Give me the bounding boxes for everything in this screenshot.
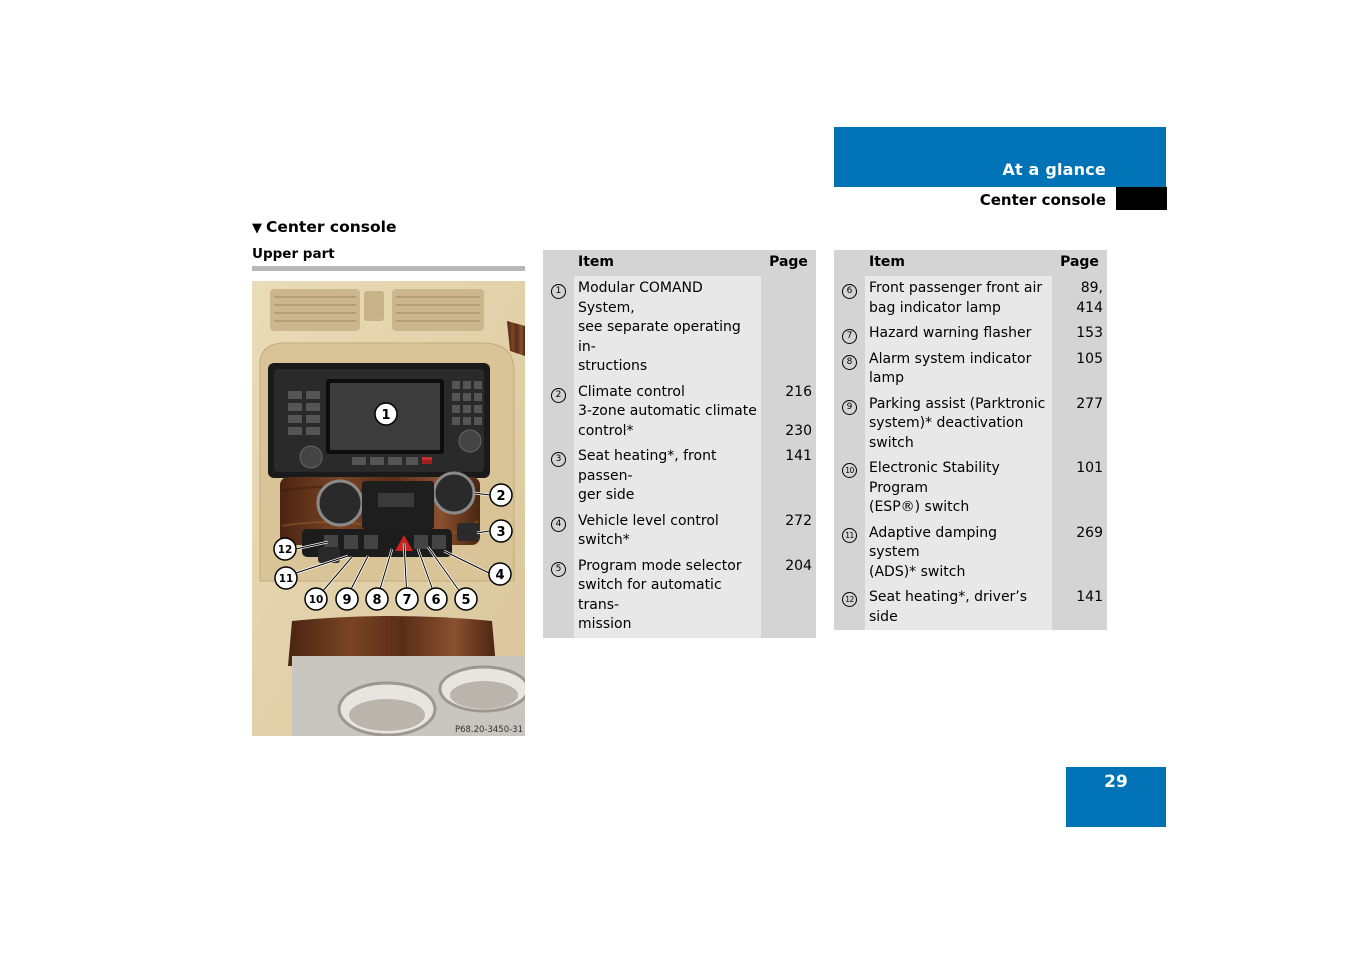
item-page-ref xyxy=(765,531,812,551)
section-title-text: Center console xyxy=(266,218,397,236)
item-line: Seat heating*, driver’s side xyxy=(869,589,1028,625)
table-row xyxy=(543,554,816,638)
item-page-ref: 269 xyxy=(1076,524,1103,541)
svg-text:10: 10 xyxy=(308,594,324,606)
item-page-ref xyxy=(765,318,812,338)
callout-5 xyxy=(455,588,477,610)
item-number-badge: 2 xyxy=(551,388,566,403)
subtitle-rule xyxy=(252,266,525,271)
item-page-ref xyxy=(1056,434,1103,454)
item-page-ref xyxy=(1056,543,1103,563)
items-table-left xyxy=(543,250,816,638)
svg-text:2: 2 xyxy=(496,489,506,504)
item-page xyxy=(1052,321,1107,347)
callout-6 xyxy=(425,588,447,610)
callout-3 xyxy=(490,520,512,542)
section-subtitle: Upper part xyxy=(252,246,335,262)
item-page-ref: 230 xyxy=(785,422,812,439)
table-row xyxy=(834,321,1107,347)
callout-11 xyxy=(275,567,297,589)
callout-10 xyxy=(305,588,327,610)
table-row xyxy=(834,585,1107,630)
item-page xyxy=(1052,521,1107,586)
item-number xyxy=(543,444,574,509)
items-table-right xyxy=(834,250,1107,630)
item-page-ref: 105 xyxy=(1076,350,1103,367)
item-number xyxy=(834,456,865,521)
item-page-ref: 414 xyxy=(1076,299,1103,316)
item-page-ref xyxy=(1056,414,1103,434)
item-number-badge: 9 xyxy=(842,400,857,415)
item-page xyxy=(1052,585,1107,630)
item-number xyxy=(834,585,865,630)
callout-2 xyxy=(490,484,512,506)
svg-text:3: 3 xyxy=(496,525,506,540)
item-page xyxy=(761,380,816,445)
item-number-badge: 10 xyxy=(842,463,857,478)
page-number: 29 xyxy=(1066,767,1166,827)
item-line: (ADS)* switch xyxy=(869,563,966,580)
svg-text:9: 9 xyxy=(342,593,352,608)
callout-7 xyxy=(396,588,418,610)
table-header-number xyxy=(543,250,574,276)
item-description xyxy=(865,585,1052,630)
item-line: ger side xyxy=(578,487,635,503)
figure-code: P68.20-3450-31 xyxy=(454,725,523,735)
item-number-badge: 11 xyxy=(842,528,857,543)
item-page xyxy=(761,554,816,638)
table-row xyxy=(834,392,1107,457)
item-page-ref xyxy=(765,279,812,299)
item-page-ref: 141 xyxy=(1076,589,1103,605)
item-page xyxy=(1052,392,1107,457)
header-title: At a glance xyxy=(1002,160,1106,179)
item-description xyxy=(865,521,1052,586)
item-line: structions xyxy=(578,358,648,374)
item-line: lamp xyxy=(869,370,904,386)
item-description xyxy=(574,509,761,554)
callout-4 xyxy=(489,563,511,585)
item-description xyxy=(865,276,1052,321)
item-page-ref xyxy=(765,299,812,319)
item-number xyxy=(834,392,865,457)
center-console-photo xyxy=(252,281,525,736)
item-number xyxy=(543,380,574,445)
item-description xyxy=(574,444,761,509)
item-page xyxy=(1052,456,1107,521)
item-number xyxy=(834,276,865,321)
header-banner xyxy=(834,127,1166,187)
item-number-badge: 8 xyxy=(842,355,857,370)
item-page-ref xyxy=(765,576,812,596)
svg-text:8: 8 xyxy=(372,593,382,608)
callout-8 xyxy=(366,588,388,610)
table-header-page: Page xyxy=(1052,250,1107,276)
item-number xyxy=(834,347,865,392)
item-page-ref: 101 xyxy=(1076,460,1103,476)
table-row xyxy=(834,521,1107,586)
table-header-item: Item xyxy=(865,250,1052,276)
item-number xyxy=(834,321,865,347)
triangle-down-icon: ▼ xyxy=(252,221,262,236)
item-line: Front passenger front air xyxy=(869,280,1043,296)
item-page xyxy=(761,276,816,380)
item-line: bag indicator lamp xyxy=(869,299,1001,316)
item-number-badge: 6 xyxy=(842,284,857,299)
item-page-ref: 277 xyxy=(1076,395,1103,412)
item-line: switch for automatic trans- xyxy=(578,577,722,613)
item-page-ref: 204 xyxy=(785,557,812,574)
table-row xyxy=(834,456,1107,521)
item-page xyxy=(1052,276,1107,321)
item-page-ref: 89, xyxy=(1080,280,1103,296)
item-number xyxy=(834,521,865,586)
item-page xyxy=(761,444,816,509)
item-page-ref xyxy=(1056,479,1103,499)
item-number xyxy=(543,276,574,380)
svg-text:4: 4 xyxy=(495,568,505,583)
item-line: mission xyxy=(578,616,632,632)
item-line: Adaptive damping system xyxy=(869,524,998,560)
svg-text:1: 1 xyxy=(381,408,391,423)
item-description xyxy=(574,380,761,445)
table-row xyxy=(834,276,1107,321)
item-page-ref: 216 xyxy=(785,383,812,400)
table-row xyxy=(543,276,816,380)
callout-9 xyxy=(336,588,358,610)
item-number xyxy=(543,554,574,638)
item-line: Parking assist (Parktronic xyxy=(869,395,1046,412)
svg-text:6: 6 xyxy=(431,593,441,608)
callout-12 xyxy=(274,538,296,560)
item-page-ref xyxy=(765,467,812,487)
section-title xyxy=(252,218,396,236)
table-header-item: Item xyxy=(574,250,761,276)
item-description xyxy=(865,392,1052,457)
item-page-ref xyxy=(1056,369,1103,389)
item-description xyxy=(865,347,1052,392)
item-line: see separate operating in- xyxy=(578,319,741,355)
item-line: control* xyxy=(578,422,634,439)
item-page-ref: 141 xyxy=(785,448,812,464)
item-number-badge: 3 xyxy=(551,452,566,467)
item-line: 3-zone automatic climate xyxy=(578,403,757,419)
item-page xyxy=(1052,347,1107,392)
item-line: switch xyxy=(869,434,914,451)
item-page-ref xyxy=(765,402,812,422)
item-page-ref: 272 xyxy=(785,512,812,529)
item-line: Hazard warning flasher xyxy=(869,325,1032,341)
item-number-badge: 12 xyxy=(842,592,857,607)
item-line: Alarm system indicator xyxy=(869,350,1032,367)
item-description xyxy=(574,554,761,638)
item-number xyxy=(543,509,574,554)
svg-text:12: 12 xyxy=(277,544,293,556)
header-subtitle: Center console xyxy=(979,191,1106,209)
table-row xyxy=(543,380,816,445)
item-line: Climate control xyxy=(578,383,685,400)
item-line: (ESP®) switch xyxy=(869,499,970,515)
item-line: Program mode selector xyxy=(578,557,742,574)
item-number-badge: 4 xyxy=(551,517,566,532)
item-number-badge: 5 xyxy=(551,562,566,577)
item-page-ref xyxy=(765,596,812,616)
item-page-ref: 153 xyxy=(1076,325,1103,341)
table-row xyxy=(543,444,816,509)
svg-text:11: 11 xyxy=(278,573,294,585)
table-row xyxy=(834,347,1107,392)
item-page xyxy=(761,509,816,554)
item-line: system)* deactivation xyxy=(869,415,1024,431)
table-header-number xyxy=(834,250,865,276)
table-header-page: Page xyxy=(761,250,816,276)
item-line: Vehicle level control xyxy=(578,512,719,529)
header-marker xyxy=(1116,187,1167,210)
item-description xyxy=(865,456,1052,521)
item-number-badge: 1 xyxy=(551,284,566,299)
table-row xyxy=(543,509,816,554)
svg-text:5: 5 xyxy=(461,593,471,608)
callout-1 xyxy=(375,403,397,425)
item-line: Electronic Stability Program xyxy=(869,460,1000,496)
item-line: switch* xyxy=(578,532,630,548)
item-description xyxy=(865,321,1052,347)
item-description xyxy=(574,276,761,380)
svg-text:7: 7 xyxy=(402,593,412,608)
item-line: Modular COMAND System, xyxy=(578,280,703,316)
item-line: Seat heating*, front passen- xyxy=(578,448,717,484)
item-number-badge: 7 xyxy=(842,329,857,344)
